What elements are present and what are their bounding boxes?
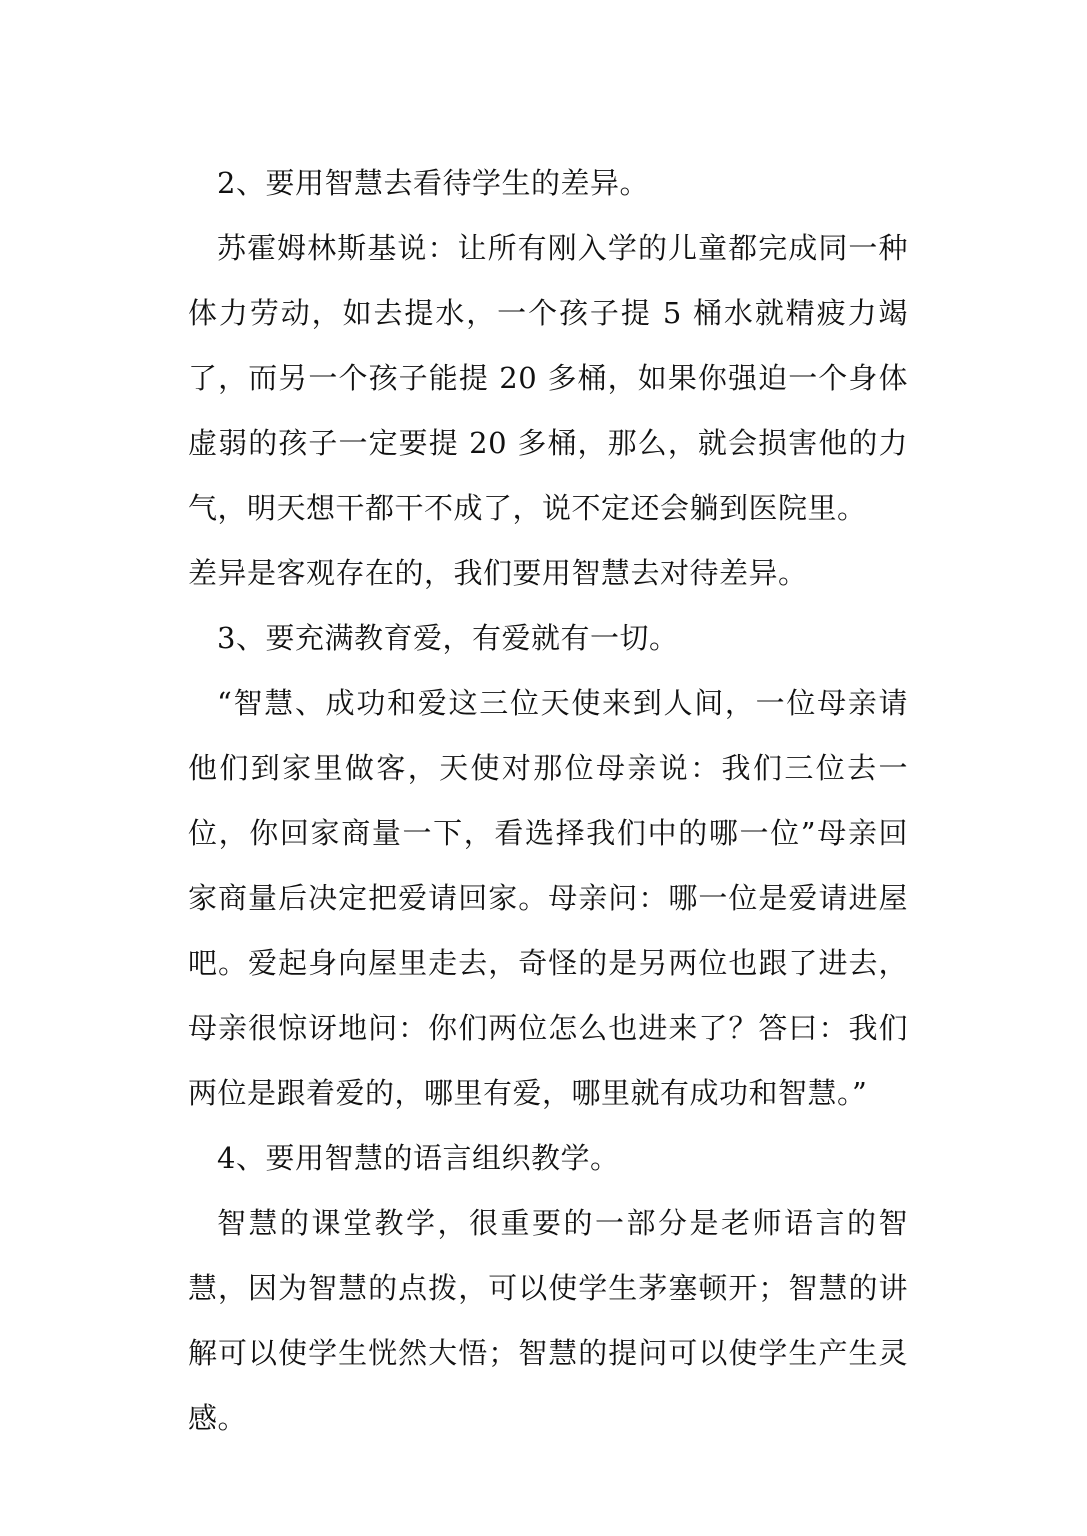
section-heading-4: 4、要用智慧的语言组织教学。 — [217, 1141, 620, 1175]
document-body — [188, 151, 908, 1451]
section-heading-2: 2、要用智慧去看待学生的差异。 — [217, 166, 649, 200]
paragraph-difference: 差异是客观存在的，我们要用智慧去对待差异。 — [188, 556, 808, 590]
section-heading-3: 3、要充满教育爱，有爱就有一切。 — [217, 621, 679, 655]
paragraph-suhuomu-quote: 苏霍姆林斯基说：让所有刚入学的儿童都完成同一种体力劳动，如去提水，一个孩子提 5 桶水就精疲力竭了，而另一个孩子能提 20 多桶，如果你强迫一个身体虚弱的孩子一定要提 20 多桶，那么，就会损害他的力气，明天想干都干不成了，说不定还会躺到医院里。 — [188, 231, 908, 525]
paragraph-angels-story: “智慧、成功和爱这三位天使来到人间，一位母亲请他们到家里做客，天使对那位母亲说：我们三位去一位，你回家商量一下，看选择我们中的哪一位”母亲回家商量后决定把爱请回家。母亲问：哪一位是爱请进屋吧。爱起身向屋里走去，奇怪的是另两位也跟了进去，母亲很惊讶地问：你们两位怎么也进来了？答曰：我们两位是跟着爱的，哪里有爱，哪里就有成功和智慧。” — [188, 686, 908, 1110]
paragraph-classroom-language: 智慧的课堂教学，很重要的一部分是老师语言的智慧，因为智慧的点拨，可以使学生茅塞顿开；智慧的讲解可以使学生恍然大悟；智慧的提问可以使学生产生灵感。 — [188, 1206, 908, 1435]
